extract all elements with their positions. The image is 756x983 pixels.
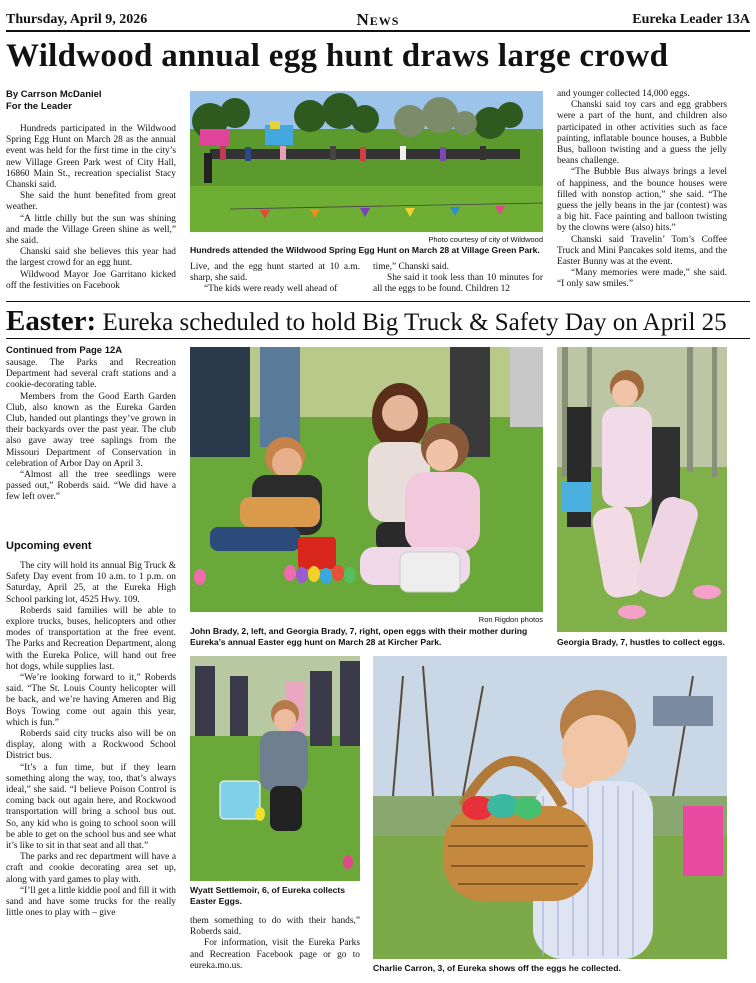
byline xyxy=(6,89,176,113)
page-folio xyxy=(6,10,750,32)
caption-charlie: Charlie Carron, 3, of Eureka shows off the eggs he collected. xyxy=(373,963,621,973)
folio-page: Eureka Leader 13A xyxy=(632,12,750,27)
story1-column-2: Live, and the egg hunt started at 10 a.m. sharp, she said. “The kids were ready well ahead of xyxy=(190,262,360,295)
caption-wildwood: Hundreds attended the Wildwood Spring Egg Hunt on March 28 at Village Green Park. xyxy=(190,245,540,255)
story1-column-1: Hundreds participated in the Wildwood Spring Egg Hunt on March 28 as the annual event was held for the first time in the city’s new Village Green Park west of City Hall, 16860 Main St., recreation specialist Stacy Chanski said. She said the hunt benefited from great weather. “A little chilly but the sun was shining and made the Village Green shine as well,” she said. Chanski said she believes this year had the largest crowd for an egg hunt. Wildwood Mayor Joe Garritano kicked off the festivities on Facebook xyxy=(6,124,176,291)
section-divider xyxy=(6,301,750,302)
story2-column-1b: The city will hold its annual Big Truck & Safety Day event from 10 a.m. to 1 p.m. on Saturday, April 25, at the Eureka High School parking lot, 4525 Hwy. 109. Roberds said families will be able to explore trucks, buses, helicopters and other modes of transportation at the free event. The Parks and Recreation Department, along with the Eureka Police, will hand out free hot dogs, while supplies last. “We’re looking forward to it,” Roberds said. “The St. Louis County helicopter will be back, and we’re having Ameren and Big Boys Towing come out again this year, which is fun.” Roberds said city trucks also will be on display, along with a Rockwood School District bus. “It’s a fun time, but if they learn something along the way, too, that’s always ideal,” she said. “I believe Poison Control is coming back out again here, and Rockwood transportation will bring a school bus out. So, any kid who is going to school soon will be able to get on the school bus and see what it’s like to sit in that seat and all that.” The parks and rec department will have a craft and cookie decorating area set up, along with yard games to play with. “I’ll get a little kiddie pool and fill it with sand and have some trucks for the really little ones to play with – give xyxy=(6,561,176,919)
story1-column-4: and younger collected 14,000 eggs. Chanski said toy cars and egg grabbers were a part of the hunt, and children also participated in other activities such as face painting, inflatable bounce houses, a Bubble Bus, balloon twisting and a guess the jelly beans challenge. “The Bubble Bus always brings a level of happiness, and the bounce houses were filled with nonstop action,” she said. “The guess the jelly beans in the jar (contest) was a big hit. Face painting and balloon twisting by the clowns were (also) hits.” Chanski said Travelin’ Tom’s Coffee Truck and Mini Pancakes sold items, and the Easter Bunny was at the event. “Many memories were made,” she said. “I only saw smiles.” xyxy=(557,89,727,290)
headline-easter xyxy=(6,305,750,338)
headline-underline xyxy=(6,338,750,339)
photo-georgia-brady xyxy=(557,347,727,632)
headline-kicker: Easter: xyxy=(6,305,97,337)
caption-wyatt: Wyatt Settlemoir, 6, of Eureka collects Easter Eggs. xyxy=(190,885,346,906)
story2-column-1a: sausage. The Parks and Recreation Department had several craft stations and a cookie-decorating table. Members from the Good Earth Garden Club, also known as the Eureka Garden Club, handed out plantings they’ve grown in their backyards over the past year. The club also gave away tree saplings from the Missouri Department of Conservation in celebration of Arbor Day on April 3. “Almost all the tree seedlings were passed out,” Roberds said. “We did have a few left over.” xyxy=(6,358,176,503)
subhead-upcoming-event: Upcoming event xyxy=(6,540,92,552)
photo-credit-eureka: Ron Rigdon photos xyxy=(478,615,543,624)
jump-line: Continued from Page 12A xyxy=(6,345,123,356)
byline-author: By Carrson McDaniel xyxy=(6,89,102,100)
photo-credit-wildwood: Photo courtesy of city of Wildwood xyxy=(428,235,543,244)
headline-wildwood: Wildwood annual egg hunt draws large crowd xyxy=(6,38,669,74)
folio-date: Thursday, April 9, 2026 xyxy=(6,12,148,27)
headline-easter-text: Eureka scheduled to hold Big Truck & Safety Day on April 25 xyxy=(102,309,727,336)
photo-wyatt-settlemoir xyxy=(190,656,360,881)
story1-column-3: time,” Chanski said. She said it took less than 10 minutes for all the eggs to be found. Children 12 xyxy=(373,262,543,295)
caption-brady: John Brady, 2, left, and Georgia Brady, 7, right, open eggs with their mother during Eureka’s annual Easter egg hunt on March 28 at Kircher Park. xyxy=(190,626,528,647)
photo-brady-family xyxy=(190,347,543,612)
photo-wildwood-egg-hunt xyxy=(190,91,543,232)
story2-column-2: them something to do with their hands,” Roberds said. For information, visit the Eureka Parks and Recreation Facebook page or go to eureka.mo.us. xyxy=(190,916,360,971)
byline-role: For the Leader xyxy=(6,101,72,112)
photo-charlie-carron xyxy=(373,656,727,959)
folio-section: News xyxy=(356,10,400,29)
caption-georgia: Georgia Brady, 7, hustles to collect eggs. xyxy=(557,637,725,647)
